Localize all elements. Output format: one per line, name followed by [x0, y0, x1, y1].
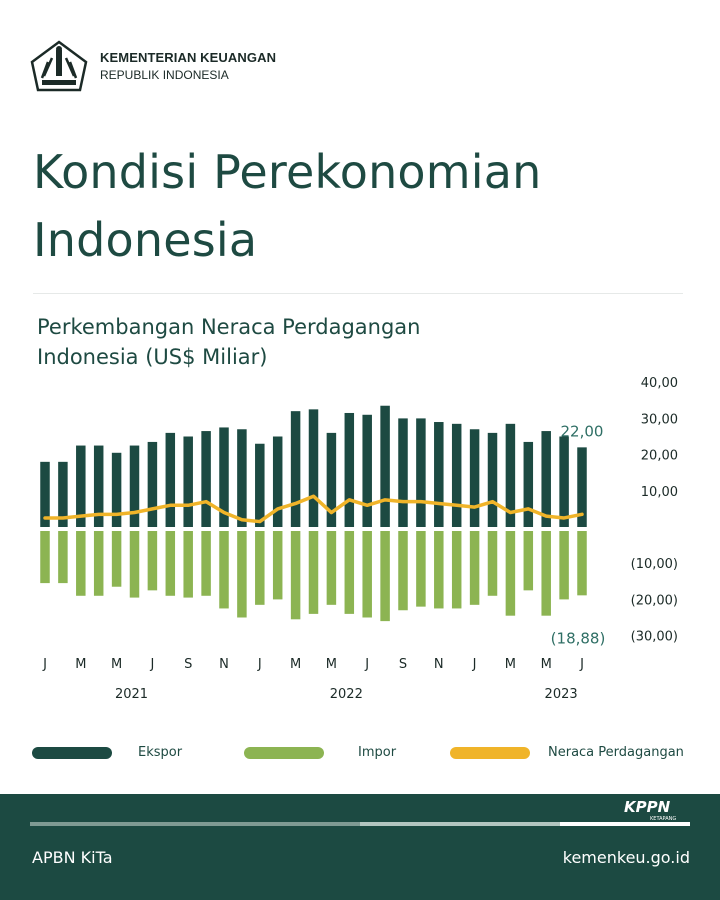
y-tick-label: 10,00 [640, 484, 678, 500]
bar-ekspor [166, 433, 176, 527]
x-tick-label: M [325, 657, 338, 672]
legend-item-ekspor [32, 745, 182, 760]
x-tick-label: S [184, 657, 193, 672]
bar-ekspor [183, 437, 193, 528]
y-tick-label: (30,00) [630, 629, 678, 645]
chart-title-line2: Indonesia (US$ Miliar) [37, 345, 268, 369]
bar-impor [327, 531, 337, 605]
bar-ekspor [237, 429, 247, 527]
legend-label-impor: Impor [358, 745, 397, 760]
bar-ekspor [291, 411, 301, 527]
bar-impor [559, 531, 569, 599]
bar-ekspor [201, 431, 211, 527]
bar-ekspor [524, 442, 534, 527]
legend [0, 745, 720, 769]
bar-ekspor [380, 406, 390, 527]
x-tick-label: M [110, 657, 123, 672]
header [30, 40, 276, 92]
y-tick-label: 20,00 [640, 448, 678, 464]
x-tick-label: J [43, 657, 47, 672]
x-tick-label: M [289, 657, 302, 672]
bar-impor [148, 531, 158, 590]
bar-ekspor [362, 415, 372, 527]
bar-ekspor [434, 422, 444, 527]
x-tick-label: M [75, 657, 87, 672]
page-title [33, 138, 673, 274]
data-label-ekspor-last: 22,00 [560, 422, 604, 441]
footer-brand: APBN KiTa [32, 848, 113, 867]
page-title-line1: Kondisi Perekonomian [33, 145, 542, 199]
legend-swatch-ekspor [32, 747, 112, 759]
x-tick-label: J [257, 657, 262, 672]
bar-ekspor [273, 437, 283, 528]
bar-impor [524, 531, 534, 590]
x-tick-label: J [472, 657, 477, 672]
bar-ekspor [559, 437, 569, 528]
bar-impor [452, 531, 462, 608]
footer-line-segment-3 [560, 822, 690, 826]
bar-impor [40, 531, 50, 583]
kppn-logo-text: KPPN [624, 798, 671, 816]
bar-impor [112, 531, 122, 587]
legend-label-neraca: Neraca Perdagangan [548, 745, 684, 760]
bar-ekspor [488, 433, 498, 527]
legend-label-ekspor: Ekspor [138, 745, 183, 760]
bar-impor [362, 531, 372, 618]
x-tick-label: S [398, 657, 408, 672]
x-tick-label: M [504, 657, 517, 672]
x-tick-label: J [580, 657, 584, 672]
legend-item-neraca [450, 745, 684, 760]
bar-impor [291, 531, 301, 619]
bar-impor [416, 531, 426, 607]
footer-progress-line [30, 822, 690, 826]
bar-ekspor [130, 446, 140, 527]
footer [0, 794, 720, 900]
y-tick-label: (20,00) [630, 593, 678, 609]
year-label: 2023 [544, 687, 578, 702]
legend-item-impor [244, 745, 396, 760]
bar-impor [309, 531, 319, 614]
legend-swatch-impor [244, 747, 324, 759]
x-tick-label: M [540, 657, 552, 672]
y-tick-label: 40,00 [640, 376, 678, 392]
bar-ekspor [255, 444, 264, 527]
x-tick-label: N [433, 657, 444, 672]
kppn-logo-icon [622, 796, 692, 822]
year-label: 2022 [329, 687, 363, 702]
x-tick-label: J [365, 657, 370, 672]
bar-impor [434, 531, 444, 608]
bar-impor [237, 531, 247, 618]
bar-impor [76, 531, 86, 596]
kppn-logo-subtext: KETAPANG [650, 816, 677, 822]
bar-impor [577, 531, 587, 595]
kemenkeu-logo-icon [30, 40, 88, 92]
bar-impor [470, 531, 480, 605]
bar-ekspor [541, 431, 551, 527]
divider [33, 293, 683, 294]
page-title-line2: Indonesia [33, 213, 258, 267]
bar-impor [398, 531, 408, 610]
y-tick-label: 30,00 [640, 412, 678, 428]
year-label: 2021 [114, 687, 149, 702]
bar-impor [219, 531, 229, 608]
bar-ekspor [416, 418, 426, 527]
chart-title-line1: Perkembangan Neraca Perdagangan [37, 315, 421, 339]
bar-impor [541, 531, 551, 616]
bar-impor [58, 531, 68, 583]
footer-site: kemenkeu.go.id [562, 848, 690, 867]
bar-impor [488, 531, 498, 596]
bar-impor [345, 531, 355, 614]
bar-impor [201, 531, 211, 596]
bar-impor [380, 531, 390, 621]
org-subtitle: REPUBLIK INDONESIA [100, 68, 229, 82]
x-tick-label: J [150, 657, 155, 672]
footer-line-segment-1 [30, 822, 360, 826]
footer-line-segment-2 [360, 822, 560, 826]
bar-ekspor [309, 409, 319, 527]
bar-impor [183, 531, 193, 598]
bar-impor [94, 531, 104, 596]
bar-ekspor [470, 429, 480, 527]
x-tick-label: N [219, 657, 229, 672]
bar-ekspor [452, 424, 462, 527]
trade-balance-chart [0, 355, 720, 715]
bar-impor [166, 531, 176, 596]
bar-ekspor [345, 413, 355, 527]
legend-swatch-neraca [450, 747, 530, 759]
bar-ekspor [398, 418, 408, 527]
bar-ekspor [148, 442, 158, 527]
bar-impor [255, 531, 264, 605]
data-label-impor-last: (18,88) [550, 629, 606, 648]
bar-impor [130, 531, 140, 598]
bar-impor [506, 531, 516, 616]
y-tick-label: (10,00) [630, 557, 678, 573]
bar-impor [273, 531, 283, 599]
org-name: KEMENTERIAN KEUANGAN [100, 50, 277, 65]
